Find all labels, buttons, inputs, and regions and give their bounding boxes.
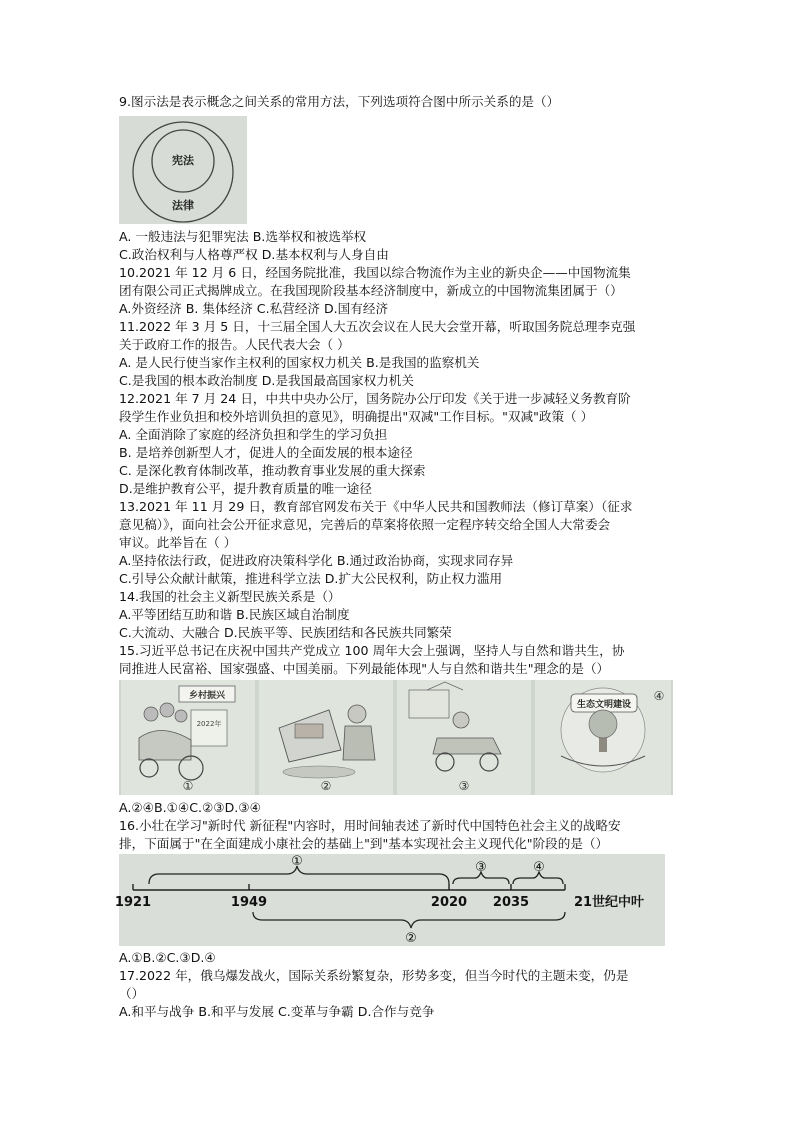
venn-diagram — [119, 116, 247, 224]
q11-stem-line1: 11.2022 年 3 月 5 日，十三届全国人大五次会议在人民大会堂开幕，听取国务院总理李克强 — [119, 319, 636, 334]
q17-stem-line2: （） — [119, 986, 145, 1001]
panel4-number-label: ④ — [653, 689, 665, 703]
q13-options-row2: C.引导公众献计献策，推进科学立法 D.扩大公民权利，防止权力滥用 — [119, 571, 503, 586]
timeline-label-2020: 2020 — [430, 895, 468, 910]
cartoon-panel-1 — [121, 680, 255, 795]
q12-option-a: A. 全面消除了家庭的经济负担和学生的学习负担 — [119, 427, 388, 442]
panel1-number: ① — [182, 779, 194, 793]
timeline-label-2035: 2035 — [492, 895, 530, 910]
cartoon-panel-4 — [535, 680, 671, 795]
panel3-number: ③ — [458, 779, 470, 793]
timeline-mark-4: ④ — [533, 860, 545, 875]
panel1-sub: 2022年 — [196, 720, 222, 728]
timeline-figure — [114, 854, 665, 946]
q13-options-row1: A.坚持依法行政，促进政府决策科学化 B.通过政治协商，实现求同存异 — [119, 553, 514, 568]
q13-stem-line3: 审议。此举旨在（ ） — [119, 535, 237, 550]
q10-stem-line2: 团有限公司正式揭牌成立。在我国现阶段基本经济制度中，新成立的中国物流集团属于（） — [119, 283, 623, 298]
cartoon-panel-2 — [259, 680, 393, 795]
q17-options: A.和平与战争 B.和平与发展 C.变革与争霸 D.合作与竞争 — [119, 1004, 435, 1019]
timeline-mark-1: ① — [291, 854, 303, 869]
q14-options-row2: C.大流动、大融合 D.民族平等、民族团结和各民族共同繁荣 — [119, 625, 452, 640]
q10-options: A.外资经济 B. 集体经济 C.私营经济 D.国有经济 — [119, 301, 389, 316]
panel1-title: 乡村振兴 — [188, 691, 226, 701]
q14-options-row1: A.平等团结互助和谐 B.民族区域自治制度 — [119, 607, 350, 622]
timeline-label-1921: 1921 — [114, 895, 152, 910]
timeline-label-1949: 1949 — [230, 895, 268, 910]
q17-stem-line1: 17.2022 年，俄乌爆发战火，国际关系纷繁复杂，形势多变，但当今时代的主题未变，仍是 — [119, 968, 629, 983]
timeline-label-mid-century: 21世纪中叶 — [573, 895, 645, 910]
q15-options: A.②④B.①④C.②③D.③④ — [119, 800, 261, 815]
q15-stem-line1: 15.习近平总书记在庆祝中国共产党成立 100 周年大会上强调，坚持人与自然和谐共生，协 — [119, 643, 625, 658]
q16-stem-line2: 排，下面属于"在全面建成小康社会的基础上"到"基本实现社会主义现代化"阶段的是（） — [119, 836, 609, 851]
panel4-title: 生态文明建设 — [576, 700, 632, 710]
q12-option-c: C. 是深化教育体制改革，推动教育事业发展的重大探索 — [119, 463, 426, 478]
q13-stem-line1: 13.2021 年 11 月 29 日，教育部官网发布关于《中华人民共和国教师法（修订草案）（征求 — [119, 499, 633, 514]
q14-stem: 14.我国的社会主义新型民族关系是（） — [119, 589, 341, 604]
q13-stem-line2: 意见稿）》，面向社会公开征求意见，完善后的草案将依照一定程序转交给全国人大常委会 — [119, 517, 611, 532]
cartoon-panels — [119, 680, 673, 795]
q16-stem-line1: 16.小壮在学习"新时代 新征程"内容时，用时间轴表述了新时代中国特色社会主义的战略安 — [119, 818, 621, 833]
timeline-mark-3: ③ — [475, 860, 487, 875]
q12-stem-line2: 段学生作业负担和校外培训负担的意见》，明确提出"双减"工作目标。"双减"政策（ ） — [119, 409, 594, 424]
timeline-mark-2: ② — [405, 931, 417, 946]
venn-outer-label: 法律 — [172, 199, 194, 212]
q9-options-row2: C.政治权利与人格尊严权 D.基本权利与人身自由 — [119, 247, 389, 262]
q12-stem-line1: 12.2021 年 7 月 24 日，中共中央办公厅，国务院办公厅印发《关于进一步减轻义务教育阶 — [119, 391, 631, 406]
panel2-number: ② — [320, 779, 332, 793]
q12-option-b: B. 是培养创新型人才，促进人的全面发展的根本途径 — [119, 445, 413, 460]
brace-2 — [253, 912, 565, 928]
venn-inner-label: 宪法 — [172, 154, 194, 167]
q10-stem-line1: 10.2021 年 12 月 6 日，经国务院批准，我国以综合物流作为主业的新央企——中国物流集 — [119, 265, 631, 280]
q16-options: A.①B.②C.③D.④ — [119, 950, 216, 965]
q11-options-row2: C.是我国的根本政治制度 D.是我国最高国家权力机关 — [119, 373, 414, 388]
q9-options-row1: A. 一般违法与犯罪宪法 B.选举权和被选举权 — [119, 229, 367, 244]
q15-stem-line2: 同推进人民富裕、国家强盛、中国美丽。下列最能体现"人与自然和谐共生"理念的是（） — [119, 661, 610, 676]
q12-option-d: D.是维护教育公平，提升教育质量的唯一途径 — [119, 481, 372, 496]
q11-stem-line2: 关于政府工作的报告。人民代表大会（ ） — [119, 337, 350, 352]
cartoon-panel-3 — [397, 680, 531, 795]
q11-options-row1: A. 是人民行使当家作主权利的国家权力机关 B.是我国的监察机关 — [119, 355, 480, 370]
q9-stem: 9.图示法是表示概念之间关系的常用方法，下列选项符合图中所示关系的是（） — [119, 94, 560, 109]
